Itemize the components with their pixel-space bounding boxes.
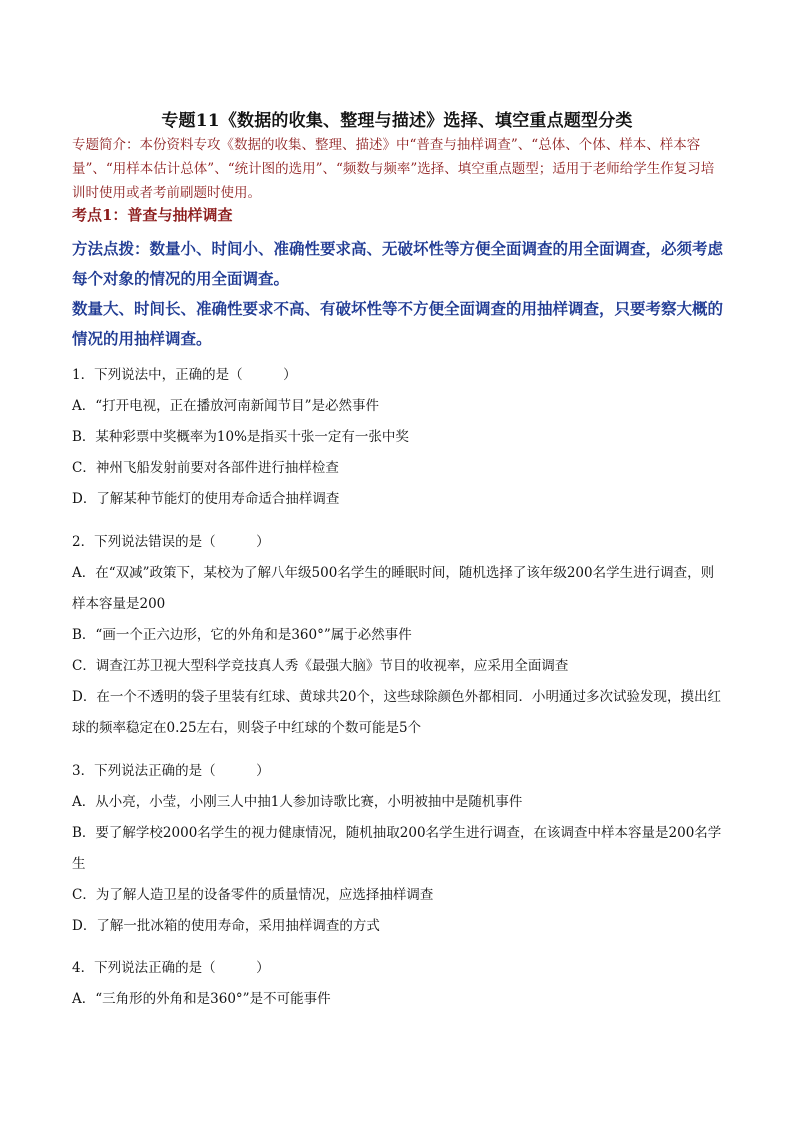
option-d: D．了解一批冰箱的使用寿命，采用抽样调查的方式 [72,918,380,934]
question-1 [72,360,724,515]
method-tips [72,234,724,354]
question-2 [72,527,724,744]
option-a: A．“打开电视，正在播放河南新闻节目”是必然事件 [72,398,380,414]
option-c: C．为了解人造卫星的设备零件的质量情况，应选择抽样调查 [72,887,434,903]
option-b: B．要了解学校2000名学生的视力健康情况，随机抽取200名学生进行调查，在该调查中样本容量是200名学生 [72,825,722,872]
option-d: D．在一个不透明的袋子里装有红球、黄球共20个，这些球除颜色外都相同．小明通过多次试验发现，摸出红球的频率稳定在0.25左右，则袋子中红球的个数可能是5个 [72,689,722,736]
question-4 [72,953,724,1015]
option-a: A．从小亮，小莹，小刚三人中抽1人参加诗歌比赛，小明被抽中是随机事件 [72,794,523,810]
option-c: C．神州飞船发射前要对各部件进行抽样检查 [72,460,339,476]
question-stem: 2．下列说法错误的是（ ） [72,534,270,550]
question-stem: 1．下列说法中，正确的是（ ） [72,367,297,383]
option-a: A．在“双减”政策下，某校为了解八年级500名学生的睡眠时间，随机选择了该年级200名学生进行调查，则样本容量是200 [72,565,715,612]
topic-intro: 专题简介：本份资料专攻《数据的收集、整理、描述》中“普查与抽样调查”、“总体、个体、样本、样本容量”、“用样本估计总体”、“统计图的选用”、“频数与频率”选择、填空重点题型；适用于老师给学生作复习培训时使用或者考前刷题时使用。 [72,137,715,201]
question-3 [72,756,724,942]
option-b: B．“画一个正六边形，它的外角和是360°”属于必然事件 [72,627,412,643]
question-stem: 4．下列说法正确的是（ ） [72,960,270,976]
page-title: 专题11《数据的收集、整理与描述》选择、填空重点题型分类 [161,111,633,131]
method-tip-2: 数量大、时间长、准确性要求不高、有破坏性等不方便全面调查的用抽样调查，只要考察大概的情况的用抽样调查。 [72,299,724,348]
kaodian-heading: 考点1：普查与抽样调查 [72,206,233,224]
option-a: A．“三角形的外角和是360°”是不可能事件 [72,991,331,1007]
option-b: B．某种彩票中奖概率为10%是指买十张一定有一张中奖 [72,429,409,445]
method-tip-1: 方法点拨：数量小、时间小、准确性要求高、无破坏性等方便全面调查的用全面调查，必须考虑每个对象的情况的用全面调查。 [72,239,724,288]
question-stem: 3．下列说法正确的是（ ） [72,763,270,779]
option-c: C．调查江苏卫视大型科学竞技真人秀《最强大脑》节目的收视率，应采用全面调查 [72,658,569,674]
option-d: D．了解某种节能灯的使用寿命适合抽样调查 [72,491,340,507]
